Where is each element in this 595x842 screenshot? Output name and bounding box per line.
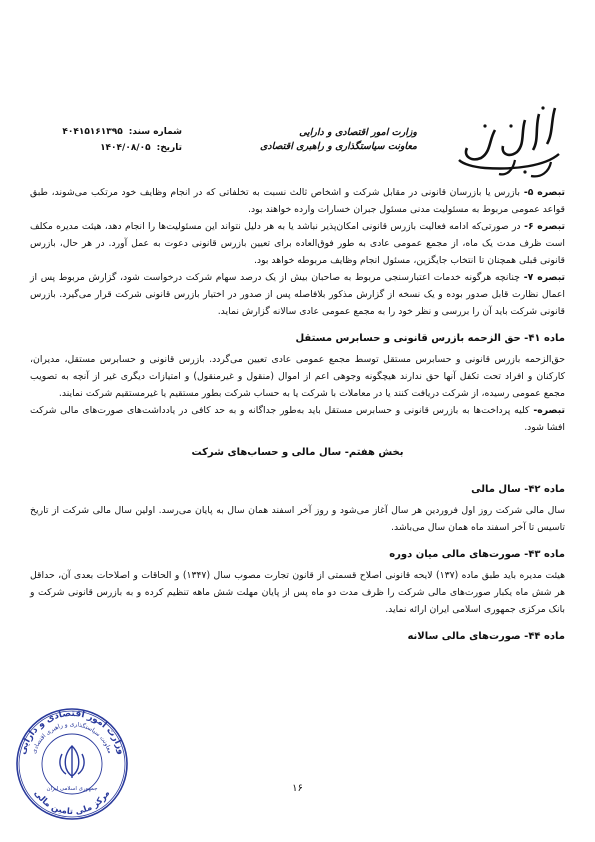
- seal-bottom-text: مرکز ملی تامین مالی: [31, 788, 113, 818]
- doc-number-row: [32, 124, 182, 140]
- paragraph-text: حق‌الزحمه بازرس قانونی و حسابرس مستقل توسط مجمع عمومی عادی تعیین می‌گردد. بازرس قانونی و حسابرس مستقل، مدیران، کارکنان و افراد تحت تکفل آنها حق ندارند هیچگونه وجوهی اعم از اموال (منقول و غیرمنقول) و امتیازات دیگری غیر از آنچه به تصویب مجمع عمومی رسیده، از شرکت دریافت کنند یا در معاملات با شرکت یا به حساب شرکت بطور مستقیم یا غیرمستقیم شرکت نمایند.: [30, 354, 565, 399]
- document-meta: [32, 124, 182, 156]
- svg-text:مرکز ملی تامین مالی: [32, 789, 112, 817]
- paragraph: [30, 502, 565, 536]
- article-heading: ماده ۴۳- صورت‌های مالی میان دوره: [389, 549, 565, 560]
- paragraph: [30, 402, 565, 436]
- spacer: [30, 618, 565, 628]
- seal-middle-text: معاونت سیاستگذاری و راهبری اقتصادی: [30, 720, 114, 755]
- ministry-title-block: [217, 126, 417, 154]
- date-label: تاریخ:: [156, 143, 182, 153]
- paragraph: [30, 269, 565, 320]
- page-number: ۱۶: [292, 783, 303, 794]
- article-heading: ماده ۴۲- سال مالی: [471, 484, 565, 495]
- paragraph-text: در صورتی‌که ادامه فعالیت بازرس قانونی امکان‌پذیر نباشد یا به هر دلیل نتواند این مسئولیت‌ها را انجام دهد، هیئت مدیره مکلف است ظرف مدت یک ماه، از مجمع عمومی عادی به طور فوق‌العاده برای تعیین بازرس قانونی دعوت به عمل آورد. در هر حال، بازرس قانونی قبلی همچنان تا انتخاب جایگزین، مسئول انجام وظایف مربوطه خواهد بود.: [30, 221, 565, 266]
- spacer: [30, 536, 565, 546]
- paragraph: [30, 567, 565, 618]
- paragraph: [30, 218, 565, 269]
- paragraph: [30, 351, 565, 402]
- paragraph-text: سال مالی شرکت روز اول فروردین هر سال آغاز می‌شود و روز آخر اسفند همان سال به پایان می‌رسد. اولین سال مالی شرکت از تاریخ تاسیس تا آخر اسفند ماه همان سال می‌باشد.: [30, 505, 565, 533]
- chapter-heading: بخش هفتم- سال مالی و حساب‌های شرکت: [191, 447, 404, 458]
- article-heading: ماده ۴۴- صورت‌های مالی سالانه: [407, 631, 565, 642]
- national-finance-center-logo: [455, 100, 565, 182]
- iran-emblem-icon: [60, 746, 84, 778]
- paragraph-text: کلیه پرداخت‌ها به بازرس قانونی و حسابرس مستقل باید به‌طور جداگانه و به حد کافی در یادداشت‌های صورت‌های مالی شرکت افشا شود.: [30, 405, 565, 433]
- paragraph-text: چنانچه هرگونه خدمات اعتبارسنجی مربوط به صاحبان بیش از یک درصد سهام شرکت درخواست شود، گزارش مربوط پس از اعمال نظارت قابل صدور بوده و یک نسخه از گزارش مذکور بلافاصله پس از صدور در اختیار بازرس قانونی شرکت قرار می‌گیرد. بازرس قانونی شرکت باید آن را بررسی و نظر خود را به مجمع عمومی عادی سالانه گزارش نماید.: [30, 272, 565, 317]
- ministry-line-2: معاونت سیاستگذاری و راهبری اقتصادی: [259, 141, 417, 152]
- document-body: [30, 184, 565, 649]
- date-value: ۱۴۰۴/۰۸/۰۵: [100, 143, 151, 153]
- official-seal-stamp: [14, 706, 130, 822]
- spacer: [30, 471, 565, 481]
- ministry-line-1: وزارت امور اقتصادی و دارایی: [299, 127, 417, 138]
- seal-inner-text: جمهوری اسلامی ایران: [46, 786, 98, 792]
- paragraph-text: بازرس یا بازرسان قانونی در مقابل شرکت و اشخاص ثالث نسبت به تخلفاتی که در انجام وظایف خود مرتکب می‌شوند، طبق قواعد عمومی مربوط به مسئولیت مدنی مسئول جبران خسارات وارده خواهند بود.: [30, 187, 565, 215]
- doc-number-label: شماره سند:: [128, 127, 182, 137]
- paragraph: [30, 184, 565, 218]
- spacer: [30, 320, 565, 330]
- paragraph-label: تبصره-: [529, 405, 565, 416]
- date-row: [32, 140, 182, 156]
- seal-outer-text: وزارت امور اقتصادی و دارایی: [17, 708, 126, 756]
- paragraph-label: تبصره ۶-: [520, 221, 565, 232]
- paragraph-text: هیئت مدیره باید طبق ماده (۱۳۷) لایحه قانونی اصلاح قسمتی از قانون تجارت مصوب سال (۱۳۴۷) و الحاقات و اصلاحات بعدی آن، حداقل هر شش ماه یکبار صورت‌های مالی شرکت را ظرف مدت دو ماه پس از پایان مهلت شش ماهه تنظیم کرده و به بازرس قانونی شرکت و بانک مرکزی جمهوری اسلامی ایران ارائه نماید.: [30, 570, 565, 615]
- article-heading: ماده ۴۱- حق الزحمه بازرس قانونی و حسابرس مستقل: [295, 333, 565, 344]
- doc-number-value: ۴۰۴۱۵۱۶۱۳۹۵: [62, 127, 123, 137]
- paragraph-label: تبصره ۵-: [519, 187, 565, 198]
- paragraph-label: تبصره ۷-: [519, 272, 565, 283]
